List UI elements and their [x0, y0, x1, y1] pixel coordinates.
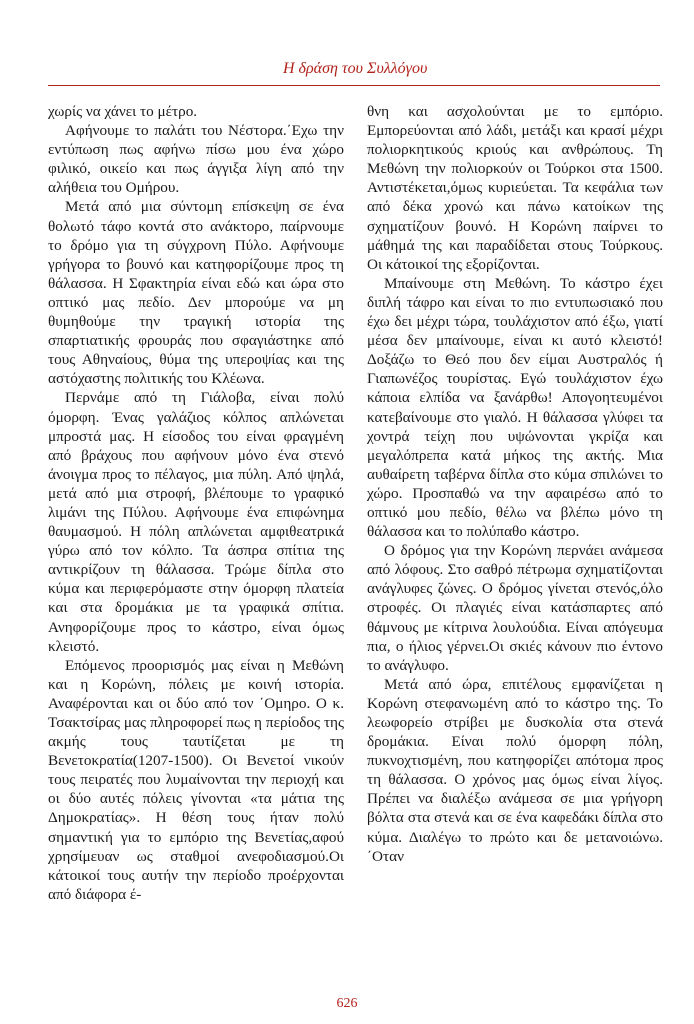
section-title: Η δράση του Συλλόγου: [283, 60, 428, 77]
paragraph: Μετά από μια σύντομη επίσκεψη σε ένα θολωτό τάφο κοντά στο ανάκτορο, παίρνουμε το δρόμο για τη σύγχρονη Πύλο. Αφήνουμε γρήγορα το βουνό και κατηφορίζουμε προς τη θάλασσα. Η Σφακτηρία είναι εδώ και ώρα στο οπτικό μας πεδίο. Δεν μπορούμε να μη θυμηθούμε την τραγική ιστορία της σπαρτιατικής φρουράς που σφαγιάστηκε από τους Αθηναίους, θύμα της υπεροψίας και της αστόχαστης πολιτικής του Κλέωνα.: [48, 198, 344, 388]
left-column: [48, 102, 344, 904]
paragraph: θνη και ασχολούνται με το εμπόριο. Εμπορεύονται από λάδι, μετάξι και κρασί μέχρι πολιορκητικούς κριούς και ανθρώπους. Τη Μεθώνη την πολιορκούν οι Τούρκοι στα 1500. Αντιστέκεται,όμως κυριεύεται. Τα κεφάλια των από δέκα χρονώ και πάνω κατοίκων της σχηματίζουν βουνό. Η Κορώνη παίρνει το μάθημά της και παραδίδεται στους Τούρκους. Οι κάτοικοί της εξορίζονται.: [367, 103, 663, 273]
paragraph: Αφήνουμε το παλάτι του Νέστορα.΄Εχω την εντύπωση πως αφήνω πίσω μου ένα χώρο φιλικό, οικείο και πως άγγιξα λίγη από την αλήθεια του Ομήρου.: [48, 122, 344, 197]
right-column: [367, 102, 663, 866]
header-rule: [48, 85, 660, 86]
paragraph: Ο δρόμος για την Κορώνη περνάει ανάμεσα από λόφους. Στο σαθρό πέτρωμα σχηματίζονται ανάγλυφες ζώνες. Ο δρόμος γίνεται στενός,όλο στροφές. Οι πλαγιές είναι κατάσπαρτες από θάμνους με κίτρινα λουλούδια. Είναι απόγευμα πια, ο ήλιος γέρνει.Οι σκιές κάνουν πιο έντονο το ανάγλυφο.: [367, 542, 663, 674]
page-number: 626: [336, 996, 358, 1011]
paragraph: Περνάμε από τη Γιάλοβα, είναι πολύ όμορφη. Ένας γαλάζιος κόλπος απλώνεται μπροστά μας. Η είσοδος του είναι φραγμένη από βράχους που αφήνουν μόνο ένα στενό άνοιγμα προς το πέλαγος, μια πύλη. Από ψηλά, μετά από μια στροφή, βλέπουμε το γραφικό λιμάνι της Πύλου. Αφήνουμε ένα επιφώνημα θαυμασμού. Η πόλη απλώνεται αμφιθεατρικά γύρω από τον κόλπο. Τα άσπρα σπίτια της αντικρίζουν τη θάλασσα. Τρώμε δίπλα στο κύμα και περιφερόμαστε στην όμορφη πλατεία και στα δρομάκια με τα γραφικά σπίτια. Ανηφορίζουμε προς το κάστρο, είναι όμως κλειστό.: [48, 389, 344, 655]
paragraph: Μπαίνουμε στη Μεθώνη. Το κάστρο έχει διπλή τάφρο και είναι το πιο εντυπωσιακό που έχω δει μέχρι τώρα, τουλάχιστον από έξω, γιατί μέσα δεν μπαίνουμε, είναι κι αυτό κλειστό! Δοξάζω το Θεό που δεν είμαι Αυστραλός ή Γιαπωνέζος τουρίστας. Εγώ τουλάχιστον έχω κάποια ελπίδα να ξανάρθω! Απογοητευμένοι κατεβαίνουμε στο γιαλό. Η θάλασσα γλύφει τα χοντρά τείχη που υψώνονται γκρίζα και μεγαλόπρεπα κατά μήκος της ακτής. Μια αυθαίρετη ταβέρνα δίπλα στο κύμα σπιλώνει το χώρο. Προσπαθώ να την αφαιρέσω από το οπτικό μου πεδίο, θέλω να βλέπω μόνο τη θάλασσα και το πολύπαθο κάστρο.: [367, 274, 663, 541]
paragraph: Μετά από ώρα, επιτέλους εμφανίζεται η Κορώνη στεφανωμένη από το κάστρο της. Το λεωφορείο στρίβει με δυσκολία στα στενά δρομάκια. Είναι πολύ όμορφη πόλη, πυκνοχτισμένη, που κατηφορίζει απότομα προς τη θάλασσα. Ο χρόνος μας όμως είναι λίγος. Πρέπει να διαλέξω ανάμεσα σε μια γρήγορη βόλτα στα στενά και σε ένα καφεδάκι δίπλα στο κύμα. Διαλέγω το πρώτο και δε μετανοιώνω. ΄Οταν: [367, 675, 663, 865]
paragraph: χωρίς να χάνει το μέτρο.: [48, 103, 198, 120]
paragraph: Επόμενος προορισμός μας είναι η Μεθώνη και η Κορώνη, πόλεις με κοινή ιστορία. Αναφέρονται και οι δύο από τον ΄Ομηρο. Ο κ. Τσακτσίρας μας πληροφορεί πως η περίοδος της ακμής τους ταυτίζεται με τη Βενετοκρατία(1207-1500). Οι Βενετοί νικούν τους πειρατές που λυμαίνονται την περιοχή και οι δύο αυτές πόλεις γίνονται «τα μάτια της Δημοκρατίας». Η θέση τους ήταν πολύ σημαντική για το εμπόριο της Βενετίας,αφού χρησίμευαν ως σταθμοί ανεφοδιασμού.Οι κάτοικοί τους αυτήν την περίοδο προέρχονται από διάφορα έ-: [48, 656, 344, 903]
